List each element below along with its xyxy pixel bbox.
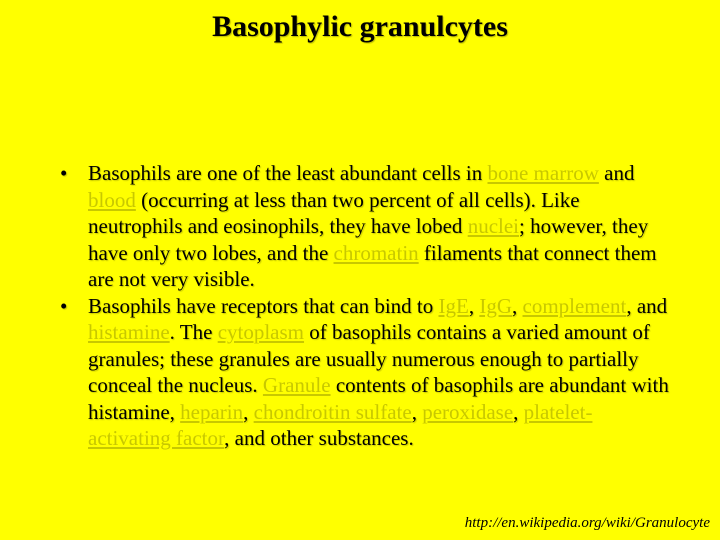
body-text: Basophils have receptors that can bind to bbox=[88, 293, 439, 318]
body-text: contents of basophils are abundant with histamine, bbox=[88, 373, 669, 424]
body-text: (occurring at less than two percent of all cells). Like neutrophils and eosinophils, they have lobed bbox=[88, 187, 580, 238]
term-link[interactable]: chromatin bbox=[333, 240, 419, 265]
bullet-paragraph bbox=[60, 293, 670, 452]
body-text: ; however, they have only two lobes, and the bbox=[88, 214, 649, 265]
body-text: , and other substances. bbox=[224, 426, 414, 450]
term-link[interactable]: platelet-activating factor bbox=[88, 399, 593, 450]
term-link[interactable]: peroxidase bbox=[422, 399, 514, 424]
body-text: , bbox=[513, 399, 524, 424]
term-link[interactable]: blood bbox=[88, 187, 136, 212]
term-link[interactable]: Granule bbox=[262, 373, 331, 397]
term-link[interactable]: chondroitin sulfate bbox=[253, 399, 412, 424]
source-url[interactable]: http://en.wikipedia.org/wiki/Granulocyte bbox=[464, 515, 710, 531]
term-link[interactable]: IgG bbox=[479, 293, 512, 318]
body-text: , bbox=[468, 293, 480, 318]
body-text: , bbox=[512, 293, 523, 318]
bullet-dot: • bbox=[60, 293, 68, 318]
body-text: and bbox=[598, 161, 635, 185]
bullet-paragraph bbox=[60, 160, 670, 293]
term-link[interactable]: bone marrow bbox=[487, 161, 599, 185]
body-text: , and bbox=[626, 293, 668, 318]
term-link[interactable]: nuclei bbox=[467, 214, 519, 238]
body-text: , bbox=[243, 399, 254, 424]
body-text: , bbox=[411, 399, 423, 424]
bullet-list bbox=[60, 160, 670, 452]
term-link[interactable]: IgE bbox=[438, 293, 469, 318]
body-text: filaments that connect them are not very visible. bbox=[88, 240, 657, 291]
term-link[interactable]: heparin bbox=[180, 399, 244, 424]
body-text: of basophils contains a varied amount of granules; these granules are usually numerous enough to partially conceal the nucleus. bbox=[88, 320, 650, 397]
body-text: Basophils are one of the least abundant cells in bbox=[88, 161, 488, 185]
bullet-dot: • bbox=[60, 161, 68, 185]
slide-title: Basophylic granulcytes bbox=[212, 10, 508, 43]
term-link[interactable]: cytoplasm bbox=[217, 320, 305, 344]
body-text: . The bbox=[169, 320, 218, 344]
term-link[interactable]: histamine bbox=[88, 320, 170, 344]
term-link[interactable]: complement bbox=[522, 293, 627, 318]
